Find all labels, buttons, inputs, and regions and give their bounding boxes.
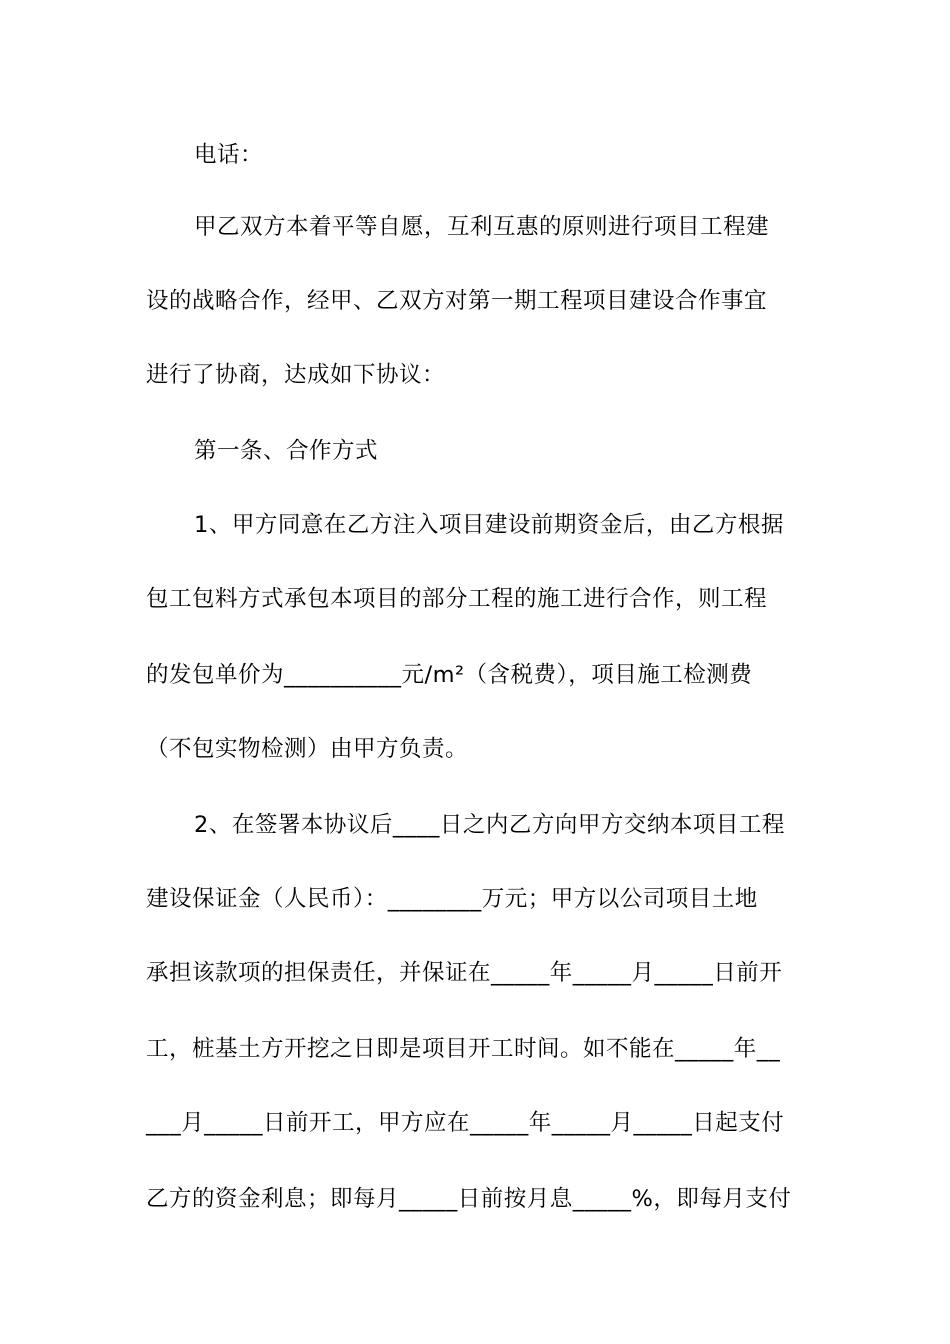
clause-line: 2、在签署本协议后____日之内乙方向甲方交纳本项目工程 bbox=[194, 812, 785, 838]
paragraph-line: 进行了协商，达成如下协议： bbox=[146, 362, 446, 388]
paragraph-line: 甲乙双方本着平等自愿，互利互惠的原则进行项目工程建 bbox=[194, 214, 770, 240]
clause-line: 的发包单价为__________元/m²（含税费），项目施工检测费 bbox=[146, 662, 753, 688]
clause-line: 包工包料方式承包本项目的部分工程的施工进行合作，则工程 bbox=[146, 586, 768, 612]
clause-line: 工，桩基土方开挖之日即是项目开工时间。如不能在_____年__ bbox=[146, 1036, 781, 1062]
clause-line: 乙方的资金利息；即每月_____日前按月息_____%，即每月支付 bbox=[146, 1186, 792, 1212]
clause-line: ___月_____日前开工，甲方应在_____年_____月_____日起支付 bbox=[146, 1110, 785, 1136]
clause-line: 建设保证金（人民币）：________万元；甲方以公司项目土地 bbox=[146, 886, 758, 912]
phone-label-line: 电话： bbox=[194, 142, 264, 168]
clause-line: 1、甲方同意在乙方注入项目建设前期资金后，由乙方根据 bbox=[194, 512, 784, 538]
clause-line: 承担该款项的担保责任，并保证在_____年_____月_____日前开 bbox=[146, 960, 783, 986]
clause-line: （不包实物检测）由甲方负责。 bbox=[146, 736, 469, 762]
section-heading: 第一条、合作方式 bbox=[194, 438, 379, 464]
paragraph-line: 设的战略合作，经甲、乙双方对第一期工程项目建设合作事宜 bbox=[146, 288, 768, 314]
